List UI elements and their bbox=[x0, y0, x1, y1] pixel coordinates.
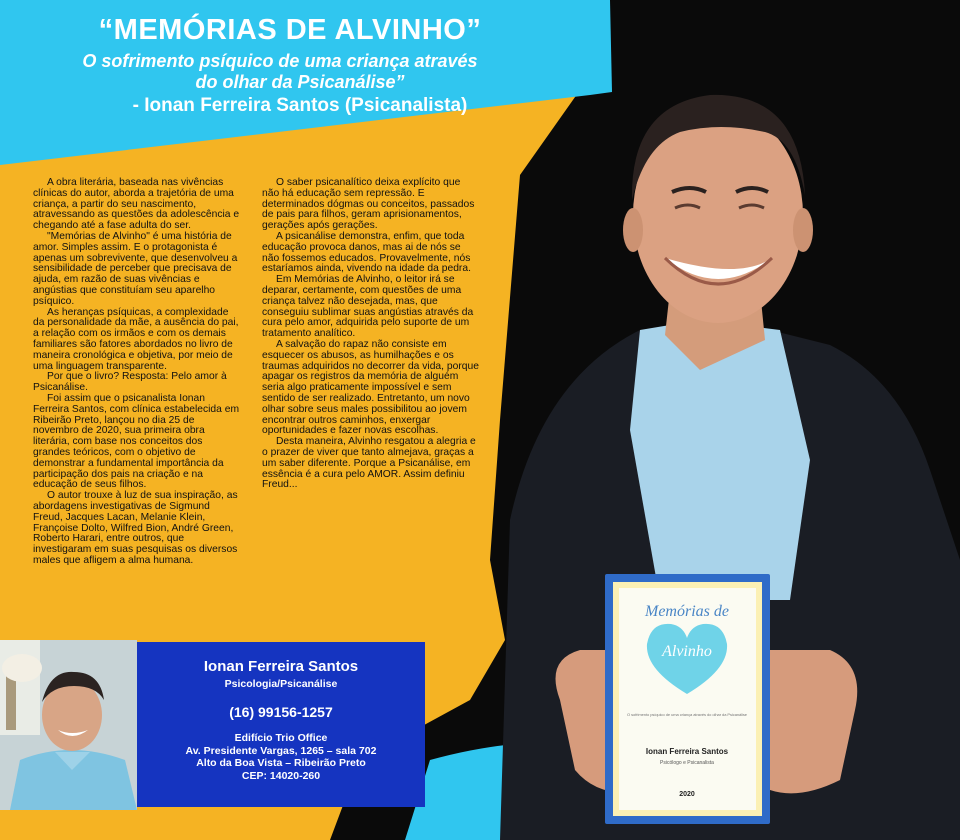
page-title: “MEMÓRIAS DE ALVINHO” bbox=[98, 14, 482, 46]
shirt bbox=[630, 320, 810, 600]
book-author-role: Psicólogo e Psicanalista bbox=[660, 760, 714, 766]
subtitle-line-2: do olhar da Psicanálise” bbox=[195, 72, 405, 92]
book-year: 2020 bbox=[679, 791, 695, 798]
article-paragraph: Em Memórias de Alvinho, o leitor irá se deparar, certamente, com questões de uma criança talvez não desejada, mas, que conseguiu sublimar suas angústias através da cura pelo amor, adquirida pelo suporte de um tratamento analítico. bbox=[262, 274, 474, 340]
author-portrait-small-illustration bbox=[0, 640, 137, 810]
article-paragraph: O autor trouxe à luz de sua inspiração, as abordagens investigativas de Sigmund Freud, Jacques Lacan, Melanie Klein, Françoise Dolto, Wilfred Bion, André Green, Roberto Harari, entre outros, que investigaram em suas pesquisas os diversos males que afligem a alma humana. bbox=[33, 490, 238, 566]
contact-phone: (16) 99156-1257 bbox=[229, 704, 333, 720]
book-author: Ionan Ferreira Santos bbox=[645, 747, 729, 756]
subtitle-line-1: O sofrimento psíquico de uma criança através bbox=[82, 51, 478, 71]
contact-role: Psicologia/Psicanálise bbox=[224, 678, 338, 690]
article-paragraph: A obra literária, baseada nas vivências clínicas do autor, aborda a trajetória de uma criança, a partir do seu nascimento, atravessando as questões da adolescência e chegando até a fase adulta do ser. bbox=[33, 177, 240, 232]
article-paragraph: A psicanálise demonstra, enfim, que toda educação provoca danos, mas ai de nós se não fossemos educados. Provavelmente, nós estaríamos ainda, vivendo na idade da pedra. bbox=[262, 230, 471, 275]
article-column-left bbox=[33, 178, 241, 567]
address-line-4: CEP: 14020-260 bbox=[241, 769, 321, 782]
article-paragraph: Foi assim que o psicanalista Ionan Ferreira Santos, com clínica estabelecida em Ribeirão Preto, lançou no dia 25 de novembro de 2020, sua primeira obra literária, com base nos conceitos dos grandes teóricos, com o objetivo de demonstrar a fundamental importância da participação dos pais na criação e na educação de seus filhos. bbox=[33, 392, 240, 491]
article-paragraph: "Memórias de Alvinho" é uma história de amor. Simples assim. E o protagonista é apenas um sobrevivente, que desenvolveu a sensibilidade de perceber que precisava de ajuda, em razão de suas vivências e angústias que constituíam seu aparelho psíquico. bbox=[33, 230, 238, 307]
book-title-line-1: Memórias de bbox=[645, 603, 729, 620]
article-paragraph: A salvação do rapaz não consiste em esquecer os abusos, as humilhações e os traumas adquiridos no decorrer da vida, porque apagar os registros da memória de alguém seria algo praticamente impossível e sem sentido de ser realizado. Entretanto, um novo olhar sobre seus males possibilitou ao jovem encontrar outros caminhos, enxergar oportunidades e fazer novas escolhas. bbox=[262, 338, 479, 437]
address-line-2: Av. Presidente Vargas, 1265 – sala 702 bbox=[185, 744, 377, 757]
contact-name: Ionan Ferreira Santos bbox=[203, 658, 359, 675]
author-photo-small bbox=[0, 640, 137, 810]
article-paragraph: As heranças psíquicas, a complexidade da personalidade da mãe, a ausência do pai, a relação com os irmãos e com os demais familiares são fatores abordados no livro de maneira cronológica e objetiva, por meio de uma linguagem transparente. bbox=[33, 306, 239, 372]
author-byline: - Ionan Ferreira Santos (Psicanalista) bbox=[132, 95, 468, 116]
contact-card bbox=[137, 642, 425, 807]
address-line-1: Edifício Trio Office bbox=[234, 732, 328, 744]
address-line-3: Alto da Boa Vista – Ribeirão Preto bbox=[196, 757, 366, 769]
book-title-line-2: Alvinho bbox=[662, 643, 712, 660]
article-paragraph: Desta maneira, Alvinho resgatou a alegria e o prazer de viver que tanto almejava, graças a um saber diferente. Porque a Psicanálise, em essência é a cura pelo AMOR. Assim definiu Freud... bbox=[262, 436, 476, 491]
book-cover bbox=[605, 574, 770, 824]
book-subtitle: O sofrimento psíquico de uma criança através do olhar da Psicanálise bbox=[627, 712, 747, 717]
article-paragraph: Por que o livro? Resposta: Pelo amor à Psicanálise. bbox=[33, 371, 227, 394]
contact-address bbox=[137, 732, 425, 782]
article-paragraph: O saber psicanalítico deixa explícito que não há educação sem repressão. E determinados dógmas ou conceitos, passados de pais para filhos, geram aprisionamentos, gerações após gerações. bbox=[262, 177, 475, 232]
